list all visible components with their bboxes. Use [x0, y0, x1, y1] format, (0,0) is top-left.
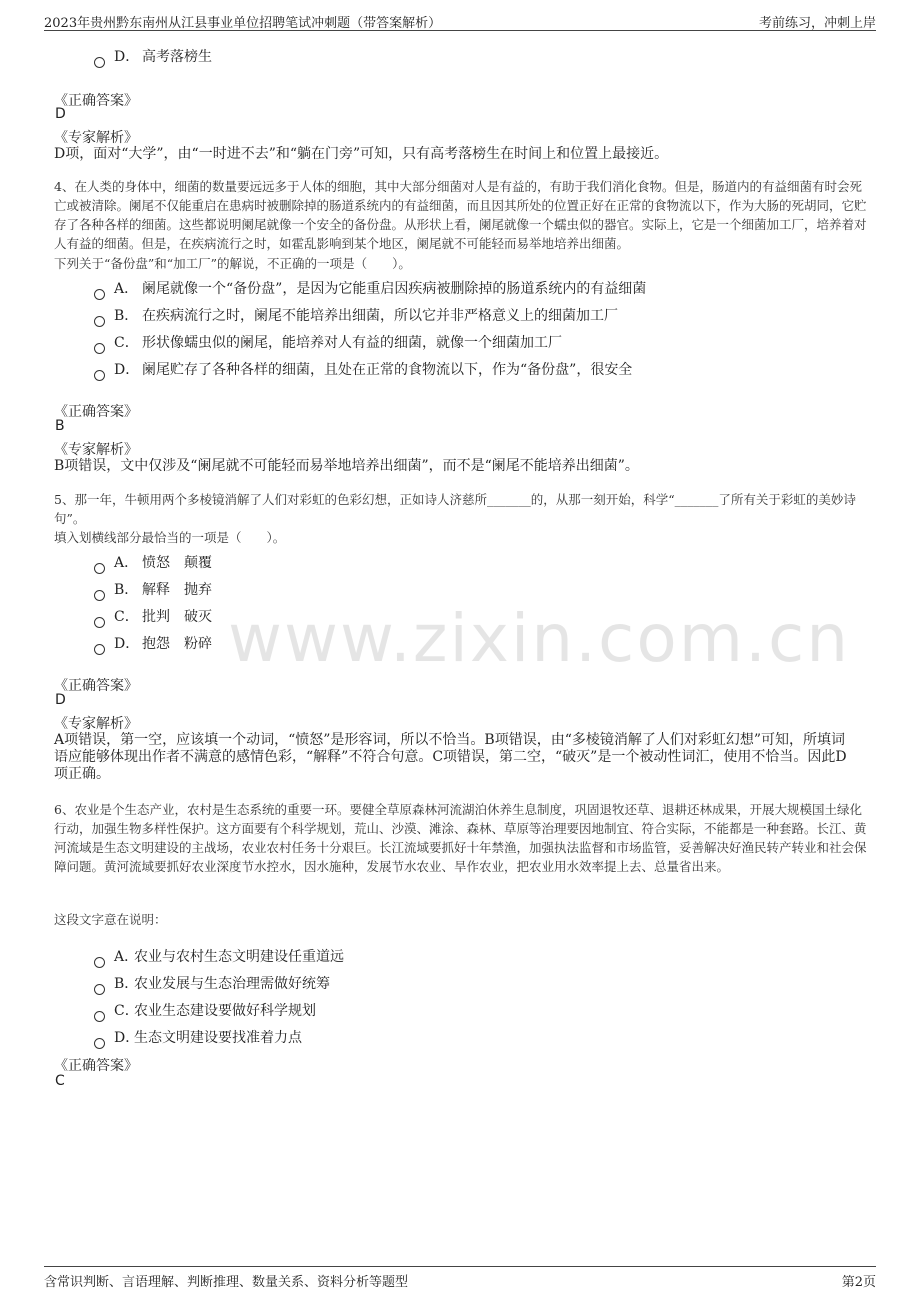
- radio-icon[interactable]: [94, 343, 105, 354]
- explain-label: 《专家解析》: [54, 130, 138, 146]
- radio-icon[interactable]: [94, 370, 105, 381]
- footer-subjects: 含常识判断、言语理解、判断推理、数量关系、资料分析等题型: [44, 1275, 409, 1290]
- radio-icon[interactable]: [94, 563, 105, 574]
- q5-prompt: 填入划横线部分最恰当的一项是（ ）。: [54, 530, 286, 545]
- watermark: www.zixin.com.cn: [228, 600, 851, 677]
- radio-icon[interactable]: [94, 1011, 105, 1022]
- q5-option-c[interactable]: C． 批判 破灭: [94, 606, 212, 626]
- q3-answer: D: [55, 106, 66, 122]
- q3-option-d[interactable]: D． 高考落榜生: [94, 46, 212, 66]
- q4-stem: 4、在人类的身体中，细菌的数量要远远多于人体的细胞，其中大部分细菌对人是有益的，有助于我们消化食物。但是，肠道内的有益细菌有时会死亡或被清除。阑尾不仅能重启在患病时被删除掉的肠道系统内的有益细菌，而且因其所处的位置正好在正常的食物流以下，作为大肠的死胡同，它贮存了各种各样的细菌。这些都说明阑尾就像一个安全的备份盘。从形状上看，阑尾就像一个蠕虫似的器官。实际上，它是一个细菌加工厂，培养着对人有益的细菌。但是，在疾病流行之时，如霍乱影响到某个地区，阑尾就不可能轻而易举地培养出细菌。: [54, 179, 867, 251]
- answer-label: 《正确答案》: [54, 1058, 138, 1074]
- page-number: 第2页: [841, 1275, 876, 1290]
- q3-explanation: D项，面对“大学”，由“一时进不去”和“躺在门旁”可知，只有高考落榜生在时间上和位置上最接近。: [54, 146, 669, 162]
- q4-prompt: 下列关于“备份盘”和“加工厂”的解说，不正确的一项是（ ）。: [54, 256, 411, 271]
- header-slogan: 考前练习，冲刺上岸: [758, 16, 876, 31]
- q5-option-a[interactable]: A． 愤怒 颠覆: [94, 552, 212, 572]
- radio-icon[interactable]: [94, 289, 105, 300]
- q6-option-c[interactable]: C．农业生态建设要做好科学规划: [94, 1000, 316, 1020]
- q6-prompt: 这段文字意在说明：: [54, 912, 167, 927]
- q4-option-b[interactable]: B． 在疾病流行之时，阑尾不能培养出细菌，所以它并非严格意义上的细菌加工厂: [94, 305, 618, 325]
- q4-answer: B: [55, 418, 65, 434]
- q6-option-a[interactable]: A．农业与农村生态文明建设任重道远: [94, 946, 344, 966]
- answer-label: 《正确答案》: [54, 93, 138, 109]
- radio-icon[interactable]: [94, 57, 105, 68]
- radio-icon[interactable]: [94, 957, 105, 968]
- document-title: 2023年贵州黔东南州从江县事业单位招聘笔试冲刺题（带答案解析）: [44, 16, 442, 31]
- q4-option-d[interactable]: D． 阑尾贮存了各种各样的细菌，且处在正常的食物流以下，作为“备份盘”，很安全: [94, 359, 632, 379]
- q5-stem: 5、那一年，牛顿用两个多棱镜消解了人们对彩虹的色彩幻想，正如诗人济慈所_______的，从那一刻开始，科学“_______了所有关于彩虹的美妙诗句”。: [54, 492, 856, 526]
- q6-stem: 6、农业是个生态产业，农村是生态系统的重要一环。要健全草原森林河流湖泊休养生息制度，巩固退牧还草、退耕还林成果，开展大规模国土绿化行动，加强生物多样性保护。这方面要有个科学规划，荒山、沙漠、滩涂、森林、草原等治理要因地制宜、符合实际，不能都是一种套路。长江、黄河流域是生态文明建设的主战场，农业农村任务十分艰巨。长江流域要抓好十年禁渔，加强执法监督和市场监管，妥善解决好渔民转产转业和社会保障问题。黄河流域要抓好农业深度节水控水，因水施种，发展节水农业、旱作农业，把农业用水效率提上去、总量省出来。: [54, 802, 867, 874]
- q5-option-b[interactable]: B． 解释 抛弃: [94, 579, 212, 599]
- explain-label: 《专家解析》: [54, 716, 138, 732]
- q4-option-a[interactable]: A． 阑尾就像一个“备份盘”，是因为它能重启因疾病被删除掉的肠道系统内的有益细菌: [94, 278, 646, 298]
- q4-explanation: B项错误，文中仅涉及“阑尾就不可能轻而易举地培养出细菌”，而不是“阑尾不能培养出细菌”。: [54, 458, 639, 474]
- radio-icon[interactable]: [94, 617, 105, 628]
- q5-explanation: A项错误，第一空，应该填一个动词，“愤怒”是形容词，所以不恰当。B项错误，由“多棱镜消解了人们对彩虹幻想”可知，所填词语应能够体现出作者不满意的感情色彩，“解释”不符合句意。C项错误，第二空，“破灭”是一个被动性词汇，使用不恰当。因此D项正确。: [54, 732, 847, 782]
- radio-icon[interactable]: [94, 590, 105, 601]
- q6-option-b[interactable]: B．农业发展与生态治理需做好统筹: [94, 973, 330, 993]
- page-header: [44, 12, 876, 31]
- radio-icon[interactable]: [94, 984, 105, 995]
- radio-icon[interactable]: [94, 316, 105, 327]
- answer-label: 《正确答案》: [54, 404, 138, 420]
- radio-icon[interactable]: [94, 1038, 105, 1049]
- explain-label: 《专家解析》: [54, 442, 138, 458]
- q6-answer: C: [55, 1073, 65, 1089]
- q5-option-d[interactable]: D． 抱怨 粉碎: [94, 633, 212, 653]
- q6-option-d[interactable]: D．生态文明建设要找准着力点: [94, 1027, 302, 1047]
- q5-answer: D: [55, 692, 66, 708]
- page-footer: [44, 1266, 876, 1291]
- answer-label: 《正确答案》: [54, 678, 138, 694]
- radio-icon[interactable]: [94, 644, 105, 655]
- q4-option-c[interactable]: C． 形状像蠕虫似的阑尾，能培养对人有益的细菌，就像一个细菌加工厂: [94, 332, 562, 352]
